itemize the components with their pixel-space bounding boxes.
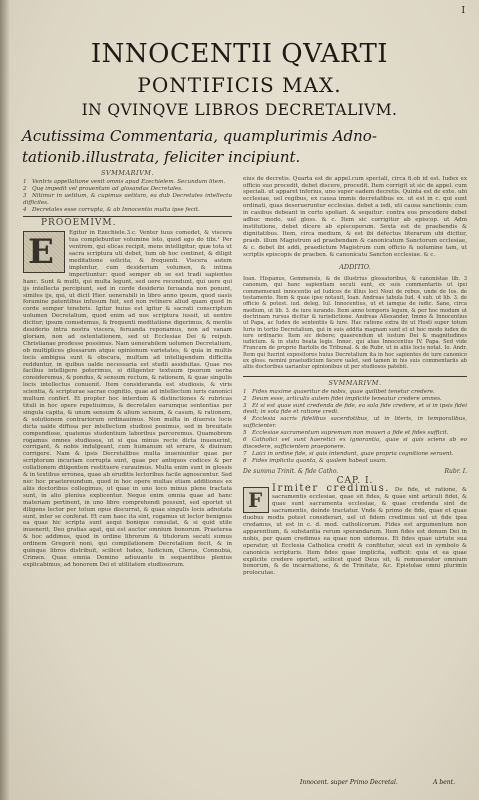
title-line-4: Acutissima Commentaria, quamplurimis Adno-	[22, 127, 377, 145]
summary-item: 8 Fides implicita quanta, & qualem habeat usum.	[243, 457, 387, 464]
summary-item: 5 Ecclesiae sacramentum supremum non moueri a fide et fides sufficit.	[243, 430, 449, 437]
additio-text: Ioan. Hispanus, Gemmensis, & de illustrius glossatoribus, & canonistae lib. 3 canonum, qui hanc sapientiam secuti sunt, ex suis commentariis ut ipsi commemorant innocentio ad Iudices de illius loci Noui de rebus, unde de Ios. de testamento. Item & quae ipse notauit, Ioan. Andreas tabula Iud. 4 sub. ut lib. 3. de officio & potest. iud. deleg. Iul. Innocentius, ut et iamque de iudic. Sane, circa medium, ut lib. 3. de iure iurando. Item anno temporis legum, & per hoc modum ut doctrinam rursus dicitur & iurisdictione. Andreas Allexander, Immo & Innocentius ut Papa, ac Iudex de sententiis & iure. Hac ratione extra ibi ut Hosti super totum Iuris in tertio Decretalium, qui in suis addita magnam sunt et ut hoc modo iudex de iure ordinario: Item sic debere; quaerendum ut iustum Dei & magnitudines iudicium. & in statu beata legis. Innoc. qui alias Innocentius IV. Papa. Sed vide Francum de proprio Bartolis de Tribunal. & de Rubr. ut in aliis locis notat. Io. Andr. Item qui fuerint expositores huius Decretalium ita in hoc sapientes de iure canonico ex gloss. nemini praeiudicium facere ualet, sed tamen in his suis commentariis ab aliis doctoribus uariantur opinionibus ut per studiosos patebit.	[243, 276, 467, 371]
summary-list	[23, 179, 232, 214]
summary-item: 2 Quę impedit vel prouentum ad glosandas Decretales.	[23, 185, 183, 192]
summarium-label: SVMMARIVM.	[100, 170, 155, 177]
divider	[23, 216, 232, 217]
summary-item: 4 Decretales esse corrupta, & ab Innocentio multa ipse fecit.	[23, 206, 200, 213]
decorated-initial-2	[243, 487, 269, 513]
summary-item: 1 Fides maxime quaeritur de nobis, quae quilibet tenetur credere.	[243, 388, 435, 395]
decorated-initial	[23, 231, 65, 273]
catchword: A bent.	[433, 779, 455, 786]
chapter-paragraph: De fide, et ratione, & sacramentis ecclesiae, quae sit fides, & quae sint articuli fidei, & quae sunt sacramenta ecclesiae, & quae credenda sint de sacramentis, deinde tractatur. Vnde & primo de fide, quae et quae duobus modis potest considerari, uel ut fidem credimus uel ut fide ipsa credamus, ut est in c. d. mod. catholicorum. Fides est argumentum non apparentium, & substantia rerum sperandarum. Item fides est donum Dei in nobis, per quam credimus ea quae non uidemus. Et fides quae uirtute sua operatur, ut Ecclesia Catholica credit & confitetur, sicut est in symbolo & canonicis scripturis. Item fides quae implicita, sufficit: quia et ea quae explicite credere oportet, scilicet quod Deus sit, & remunerator omnium bonorum, & de incarnatione, & de Trinitate, &c. Epistolae omni plurimis prolocutae.	[243, 487, 467, 577]
chapter-incipit: Irmiter credimus.	[272, 483, 390, 495]
chapter-heading: CAP. I.	[336, 475, 374, 486]
divider	[243, 376, 467, 377]
initial-letter-2: F	[248, 488, 263, 513]
binding-shadow	[0, 0, 10, 800]
page-number: I	[461, 6, 465, 16]
rubric-number: Rubr. I.	[444, 467, 467, 475]
summary-item: 3 Nitimur in uetitum, & cupimus uetitam, ea dub Decretales intellectu difficiles.	[23, 192, 232, 206]
summary-list-2	[243, 389, 467, 465]
prooemium-heading: PROOEMIVM.	[41, 218, 117, 229]
chapter-text	[243, 483, 467, 577]
title-line-3: IN QVINQVE LIBROS DECRETALIVM.	[81, 101, 398, 119]
summary-item: 1 Ventris appellatione venit omnis apud Ezechielem. Secundum litem.	[23, 178, 226, 185]
rubric-title: De summa Trinit. & fide Catho.	[243, 467, 339, 475]
right-column	[243, 170, 467, 790]
title-line-2: PONTIFICIS MAX.	[137, 73, 342, 97]
prooemium-text	[23, 230, 232, 568]
title-line-5: tationib.illustrata, feliciter incipiunt.	[22, 148, 301, 166]
prooemium-paragraph: Egitur in Ezechiele.3.c. Venter tuus comedet, & viscera tua complebuntur volumine isto, quod ego do tibi.¹ Per ventrem, qui elicas recipit, mens intelligitur, quæ tota ut sacra scriptura uti debet, tum ob hoc continet, & diligit meditatione solicita, & frequenti. Viscera autem implentur, cum desiderium volumen, & intima impertiuntur: quod semper ob se est tradi sapientes hanc. Sunt & multi, qui multa legunt, sed uere recondunt, qui uere qui ijs intellecta percipiunt, sed in corde desiderio feruanda non ponunt, similes ijs, qui, ut dicit Hier. uenerabili in libro anno ipsum, quod uasis foramine patentibus infusum fuit, sed non retinere aliud quam quod in corde semper tenebris. Igitur huius est igitur & sacrati conscriptum uolumen Decretalium, quod enim ad nos scriptura iussit, ut uentre dicitur; ipsum comedemus, & frequenti meditatione digerimus, & mentis desiderio intra nostra viscera, feruanda reponamus, non ad vanam gloriam, non ad ostentationem, sed ut Ecclesiae Dei & reipub. Christianae prodesse possimus. Nam uenerabilem uolumen Decretalium, ob multiplices glossarum atque opinionum varietates, & quia in multis locis ambigua sunt & obscura, multum ad intelligendum difficilia redduntur, in quibus ualde necessaria est studii assiduitas. Quae res facilius intelligere poterimus, si diligenter textuum ipsorum uerba consideremus, & pondus, & sensum rectum, & rationem, & quae singulis locis intellectus conuenit. Item consideranda est studiosis, & viris scientia, & scripturae sacrae cognitio, quae ad intellectum iuris canonici multum confert. Et propter hoc interdum & distinctiones & rubricas tituli in hoc opere repetiuimus, & decretales earumque sententias per singula capita, & unum sensum & alium sensum, & casum, & rationem, & solutionem contrariorum ordinauimus. Non multa in diuersis locis dicta ualde diffusa per intellectum studiosi ponimus, sed in breuitate compendiose, quatenus studentium laboribus parceremus. Quamobrem rogamus omnes studiosos, ut si qua minus recte dicta inuenerint, corrigant, & nobis indulgeant, cum humanum sit errare, & diuinum corrigere. Nam & ipsis Decretalibus multa inueniuntur quae per scriptorum incuriam corrupta sunt, quae per antiquos codices & per collationem diligentem restituere curauimus. Multa enim sunt in glossis & in textibus erronea, quae ab eruditis lectoribus facile agnoscentur. Sed nec hoc praetereundum, quod in hoc opere multas etiam additiones ex aliis doctoribus collegimus, ut quae in uno loco minus plene tractata sunt, in alio plenius explicentur. Neque enim omnia quae ad hanc materiam pertinent, in uno libro comprehendi possunt, sed oportet ut diligens lector per totum opus discurrat, & quae singulis locis adnotata sunt, inter se conferat. Et cum haec ita sint, rogamus ut lector benignus ea quae hic scripta sunt aequi bonique consulat, & si quid utile inuenerit, Deo gratias agat, qui est auctor omnium bonorum. Praeterea & hoc addimus, quod in ordine librorum & titulorum secuti sumus ordinem Gregorii noni, qui compilationem Decretalium fecit, & in quinque libros distribuit, scilicet Iudex, Iudicium, Clerus, Connubia, Crimen. Quae omnia Domino adiuuante in sequentibus plenius explicabimus, ad honorem Dei et utilitatem studiosorum.	[23, 230, 232, 568]
summarium-label-2: SVMMARIVM.	[328, 378, 382, 387]
title-line-1: INNOCENTII QVARTI	[90, 39, 389, 69]
left-column	[23, 170, 232, 790]
summary-item: 6 Catholici vel sunt haeretici ex ignorantia, quae si quis sciens ab eo discedere, sufficientem praeponere.	[243, 437, 467, 450]
summary-item: 7 Laici in ordine fide, si quis intendunt, quae propria cognitione seruent.	[243, 450, 454, 457]
intro-continuation: eius de decretis. Quarta est de appel.cum speciali, circa fi.ob id est. Iudex ex officio suo procedit, debet discere, procedit. Item corrigit ut sic de appel. cum speciali. ut apparet inferius, uno super eadem decretis. Quinta est de exte. ubi ecclesiae, uel regibus, ex causa immis decretalibus ex. ut est in c. qui sunt ordinati, quas deserueruntur ecclesias. debet a isdi, uti causa sanctionis: cum in casibus debeant in certo spoliari. & sequitur: contra eos procedere debet adhuc modo, uel gloss. & c. Item sic corrigitur ab episcop. ut Adm institutione, debet dicere ab episcoporum. Sexta est de praebendis & dignitatibus. Item, circa medium, & est ibi defectus literarum ubi dicitur, praeb. illum Magistrum ad praebendam & canonicatum Sanctorum ecclesiae, & c. debet ibi addi, praedictum Magistrum cum officio & uolumine tam, ut scriptis episcopis de praeben. & canonicatu Sancton ecclesiae. & c.	[243, 175, 467, 258]
summary-item: 2 Deum esse, articulis autem fidei implicite teneatur credere omnes.	[243, 395, 442, 402]
summary-item: 4 Ecclesia sacris fidelibus sacerdotibus, ut in literis, in temporalibus, sufficienter.	[243, 416, 467, 430]
catchword-title: Innocent. super Primo Decretal.	[300, 779, 398, 786]
summary-item: 3 Et si est quae sunt credenda de fide, ea sola fide credere, et si in ipsis fidei desit; in sola fide et ratione credi.	[243, 402, 467, 416]
initial-letter: E	[28, 232, 54, 273]
additio-label: ADDITIO.	[339, 263, 371, 272]
rubric-row	[243, 469, 467, 476]
